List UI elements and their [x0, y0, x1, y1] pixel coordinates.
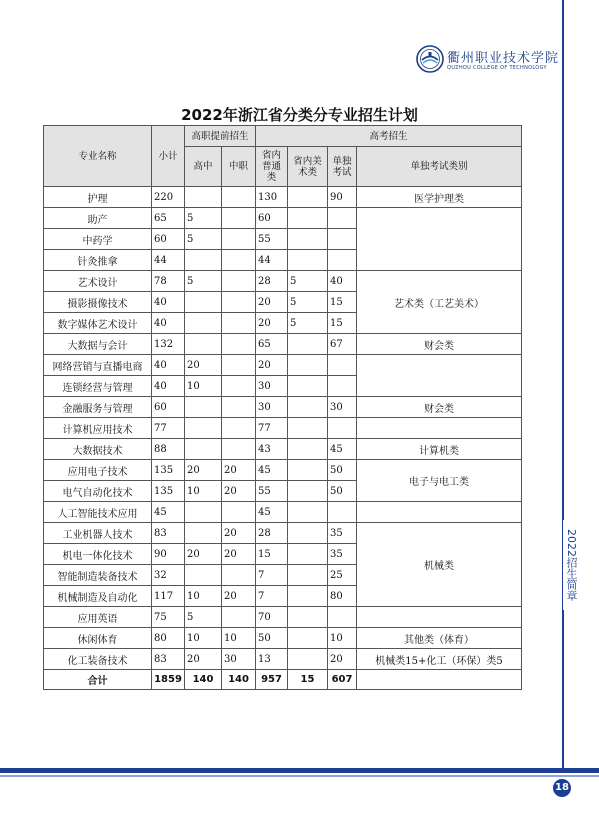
cell-art: 5 — [288, 292, 328, 313]
cell-subtotal: 44 — [152, 250, 185, 271]
cell-subtotal: 90 — [152, 544, 185, 565]
cell-hs — [185, 565, 222, 586]
cell-vc — [222, 565, 256, 586]
cell-art — [288, 355, 328, 376]
page-number: 18 — [553, 779, 571, 797]
major-name: 护理 — [44, 187, 152, 208]
cell-hs — [185, 502, 222, 523]
school-name: 衢州职业技术学院 — [447, 51, 560, 66]
cell-hs: 10 — [185, 628, 222, 649]
cell-art — [288, 502, 328, 523]
cell-hs: 20 — [185, 460, 222, 481]
cell-subtotal: 45 — [152, 502, 185, 523]
table-row — [44, 649, 522, 670]
cell-subtotal: 220 — [152, 187, 185, 208]
cell-sep: 15 — [328, 313, 357, 334]
cell-subtotal: 80 — [152, 628, 185, 649]
school-emblem-icon — [416, 45, 444, 73]
cell-art — [288, 397, 328, 418]
category-cell: 财会类 — [357, 334, 522, 355]
total-vc: 140 — [222, 670, 256, 690]
cell-art — [288, 460, 328, 481]
table-row — [44, 418, 522, 439]
cell-gen: 28 — [256, 523, 288, 544]
major-name: 大数据技术 — [44, 439, 152, 460]
cell-sep — [328, 418, 357, 439]
cell-art — [288, 649, 328, 670]
cell-gen: 43 — [256, 439, 288, 460]
table-row — [44, 355, 522, 376]
cell-hs: 5 — [185, 271, 222, 292]
table-row — [44, 208, 522, 229]
cell-hs — [185, 334, 222, 355]
cell-subtotal: 88 — [152, 439, 185, 460]
cell-sep: 25 — [328, 565, 357, 586]
total-gen: 957 — [256, 670, 288, 690]
cell-art — [288, 376, 328, 397]
cell-art — [288, 565, 328, 586]
cell-subtotal: 75 — [152, 607, 185, 628]
cell-gen: 30 — [256, 397, 288, 418]
cell-art — [288, 439, 328, 460]
cell-vc: 10 — [222, 628, 256, 649]
cell-gen: 55 — [256, 481, 288, 502]
cell-sep — [328, 229, 357, 250]
cell-vc — [222, 313, 256, 334]
cell-vc — [222, 418, 256, 439]
cell-gen: 7 — [256, 586, 288, 607]
header-provincial-art: 省内美术类 — [288, 147, 328, 187]
cell-sep — [328, 502, 357, 523]
table-row — [44, 628, 522, 649]
enrollment-table — [43, 125, 522, 690]
major-name: 智能制造装备技术 — [44, 565, 152, 586]
cell-subtotal: 83 — [152, 523, 185, 544]
total-row — [44, 670, 522, 690]
total-hs: 140 — [185, 670, 222, 690]
cell-hs — [185, 439, 222, 460]
major-name: 金融服务与管理 — [44, 397, 152, 418]
cell-hs — [185, 523, 222, 544]
cell-gen: 44 — [256, 250, 288, 271]
major-name: 人工智能技术应用 — [44, 502, 152, 523]
cell-gen: 65 — [256, 334, 288, 355]
major-name: 大数据与会计 — [44, 334, 152, 355]
cell-subtotal: 77 — [152, 418, 185, 439]
cell-vc — [222, 355, 256, 376]
major-name: 应用英语 — [44, 607, 152, 628]
cell-sep: 67 — [328, 334, 357, 355]
cell-gen: 20 — [256, 313, 288, 334]
cell-subtotal: 40 — [152, 355, 185, 376]
cell-hs: 10 — [185, 481, 222, 502]
header-early-group: 高职提前招生 — [185, 126, 256, 147]
cell-vc — [222, 607, 256, 628]
category-cell — [357, 607, 522, 628]
major-name: 助产 — [44, 208, 152, 229]
cell-gen: 30 — [256, 376, 288, 397]
cell-subtotal: 135 — [152, 481, 185, 502]
bottom-band — [0, 768, 599, 773]
cell-sep: 45 — [328, 439, 357, 460]
cell-art — [288, 586, 328, 607]
cell-hs — [185, 292, 222, 313]
category-cell: 电子与电工类 — [357, 460, 522, 502]
table-row — [44, 397, 522, 418]
major-name: 应用电子技术 — [44, 460, 152, 481]
category-cell: 财会类 — [357, 397, 522, 418]
cell-subtotal: 132 — [152, 334, 185, 355]
bottom-band-light — [0, 775, 599, 777]
major-name: 针灸推拿 — [44, 250, 152, 271]
header-high-school: 高中 — [185, 147, 222, 187]
major-name: 艺术设计 — [44, 271, 152, 292]
major-name: 化工装备技术 — [44, 649, 152, 670]
table-row — [44, 607, 522, 628]
cell-art — [288, 544, 328, 565]
school-logo — [416, 45, 566, 77]
total-cat — [357, 670, 522, 690]
cell-sep: 10 — [328, 628, 357, 649]
cell-vc — [222, 292, 256, 313]
cell-gen: 45 — [256, 502, 288, 523]
cell-vc — [222, 439, 256, 460]
cell-gen: 50 — [256, 628, 288, 649]
cell-vc — [222, 376, 256, 397]
major-name: 数字媒体艺术设计 — [44, 313, 152, 334]
cell-sep — [328, 355, 357, 376]
page-title: 2022年浙江省分类分专业招生计划 — [181, 106, 418, 124]
header-major: 专业名称 — [44, 126, 152, 187]
cell-vc — [222, 187, 256, 208]
cell-vc: 20 — [222, 544, 256, 565]
cell-gen: 55 — [256, 229, 288, 250]
cell-gen: 70 — [256, 607, 288, 628]
cell-vc — [222, 208, 256, 229]
school-name-en: QUZHOU COLLEGE OF TECHNOLOGY — [447, 65, 547, 71]
header-provincial-general: 省内普通类 — [256, 147, 288, 187]
major-name: 连锁经营与管理 — [44, 376, 152, 397]
cell-hs: 20 — [185, 649, 222, 670]
side-label: 2022招生简章 — [563, 520, 579, 610]
cell-art: 5 — [288, 313, 328, 334]
cell-subtotal: 65 — [152, 208, 185, 229]
cell-art — [288, 334, 328, 355]
cell-sep: 30 — [328, 397, 357, 418]
cell-hs: 5 — [185, 607, 222, 628]
category-cell: 其他类（体育） — [357, 628, 522, 649]
cell-sep: 35 — [328, 544, 357, 565]
major-name: 中药学 — [44, 229, 152, 250]
total-label: 合计 — [44, 670, 152, 690]
major-name: 计算机应用技术 — [44, 418, 152, 439]
cell-vc: 20 — [222, 586, 256, 607]
cell-art — [288, 523, 328, 544]
cell-vc — [222, 229, 256, 250]
header-separate-category: 单独考试类别 — [357, 147, 522, 187]
cell-vc — [222, 397, 256, 418]
cell-sep: 40 — [328, 271, 357, 292]
cell-vc — [222, 334, 256, 355]
category-cell: 计算机类 — [357, 439, 522, 460]
cell-hs: 20 — [185, 355, 222, 376]
cell-subtotal: 60 — [152, 229, 185, 250]
cell-art — [288, 607, 328, 628]
cell-art — [288, 208, 328, 229]
cell-sep: 35 — [328, 523, 357, 544]
cell-gen: 15 — [256, 544, 288, 565]
major-name: 机械制造及自动化 — [44, 586, 152, 607]
major-name: 电气自动化技术 — [44, 481, 152, 502]
table-row — [44, 523, 522, 544]
cell-sep: 15 — [328, 292, 357, 313]
major-name: 机电一体化技术 — [44, 544, 152, 565]
cell-gen: 13 — [256, 649, 288, 670]
cell-gen: 28 — [256, 271, 288, 292]
cell-art: 5 — [288, 271, 328, 292]
cell-sep: 90 — [328, 187, 357, 208]
major-name: 工业机器人技术 — [44, 523, 152, 544]
cell-gen: 45 — [256, 460, 288, 481]
category-cell: 机械类15+化工（环保）类5 — [357, 649, 522, 670]
cell-art — [288, 229, 328, 250]
cell-subtotal: 83 — [152, 649, 185, 670]
cell-vc: 20 — [222, 460, 256, 481]
cell-subtotal: 40 — [152, 292, 185, 313]
header-vocational: 中职 — [222, 147, 256, 187]
cell-sep — [328, 607, 357, 628]
cell-subtotal: 32 — [152, 565, 185, 586]
major-name: 网络营销与直播电商 — [44, 355, 152, 376]
cell-vc — [222, 250, 256, 271]
cell-subtotal: 40 — [152, 313, 185, 334]
cell-hs: 10 — [185, 376, 222, 397]
category-cell — [357, 208, 522, 271]
cell-sep: 20 — [328, 649, 357, 670]
cell-hs: 5 — [185, 208, 222, 229]
category-cell: 医学护理类 — [357, 187, 522, 208]
category-cell — [357, 502, 522, 523]
major-name: 摄影摄像技术 — [44, 292, 152, 313]
cell-sep: 50 — [328, 481, 357, 502]
cell-art — [288, 418, 328, 439]
category-cell: 艺术类（工艺美术） — [357, 271, 522, 334]
table-row — [44, 439, 522, 460]
table-row — [44, 271, 522, 292]
cell-hs: 10 — [185, 586, 222, 607]
cell-vc: 30 — [222, 649, 256, 670]
cell-subtotal: 60 — [152, 397, 185, 418]
cell-vc: 20 — [222, 523, 256, 544]
total-art: 15 — [288, 670, 328, 690]
cell-sep — [328, 376, 357, 397]
table-row — [44, 334, 522, 355]
cell-subtotal: 117 — [152, 586, 185, 607]
cell-sep — [328, 208, 357, 229]
cell-hs — [185, 397, 222, 418]
cell-hs — [185, 250, 222, 271]
cell-gen: 20 — [256, 292, 288, 313]
table-row — [44, 187, 522, 208]
cell-vc — [222, 271, 256, 292]
total-subtotal: 1859 — [152, 670, 185, 690]
cell-gen: 60 — [256, 208, 288, 229]
header-subtotal: 小计 — [152, 126, 185, 187]
cell-art — [288, 481, 328, 502]
category-cell — [357, 355, 522, 397]
cell-art — [288, 187, 328, 208]
table-row — [44, 502, 522, 523]
header-separate-exam: 单独考试 — [328, 147, 357, 187]
table-row — [44, 460, 522, 481]
table-header — [44, 126, 522, 187]
cell-hs — [185, 187, 222, 208]
cell-vc — [222, 502, 256, 523]
cell-subtotal: 78 — [152, 271, 185, 292]
cell-vc: 20 — [222, 481, 256, 502]
cell-art — [288, 250, 328, 271]
cell-gen: 7 — [256, 565, 288, 586]
category-cell: 机械类 — [357, 523, 522, 607]
cell-subtotal: 135 — [152, 460, 185, 481]
major-name: 休闲体育 — [44, 628, 152, 649]
cell-sep: 50 — [328, 460, 357, 481]
cell-hs — [185, 418, 222, 439]
cell-gen: 130 — [256, 187, 288, 208]
cell-hs: 5 — [185, 229, 222, 250]
category-cell — [357, 418, 522, 439]
cell-subtotal: 40 — [152, 376, 185, 397]
cell-gen: 20 — [256, 355, 288, 376]
cell-art — [288, 628, 328, 649]
table-body — [44, 187, 522, 690]
cell-sep: 80 — [328, 586, 357, 607]
cell-hs: 20 — [185, 544, 222, 565]
cell-sep — [328, 250, 357, 271]
cell-gen: 77 — [256, 418, 288, 439]
cell-hs — [185, 313, 222, 334]
total-sep: 607 — [328, 670, 357, 690]
header-exam-group: 高考招生 — [256, 126, 522, 147]
